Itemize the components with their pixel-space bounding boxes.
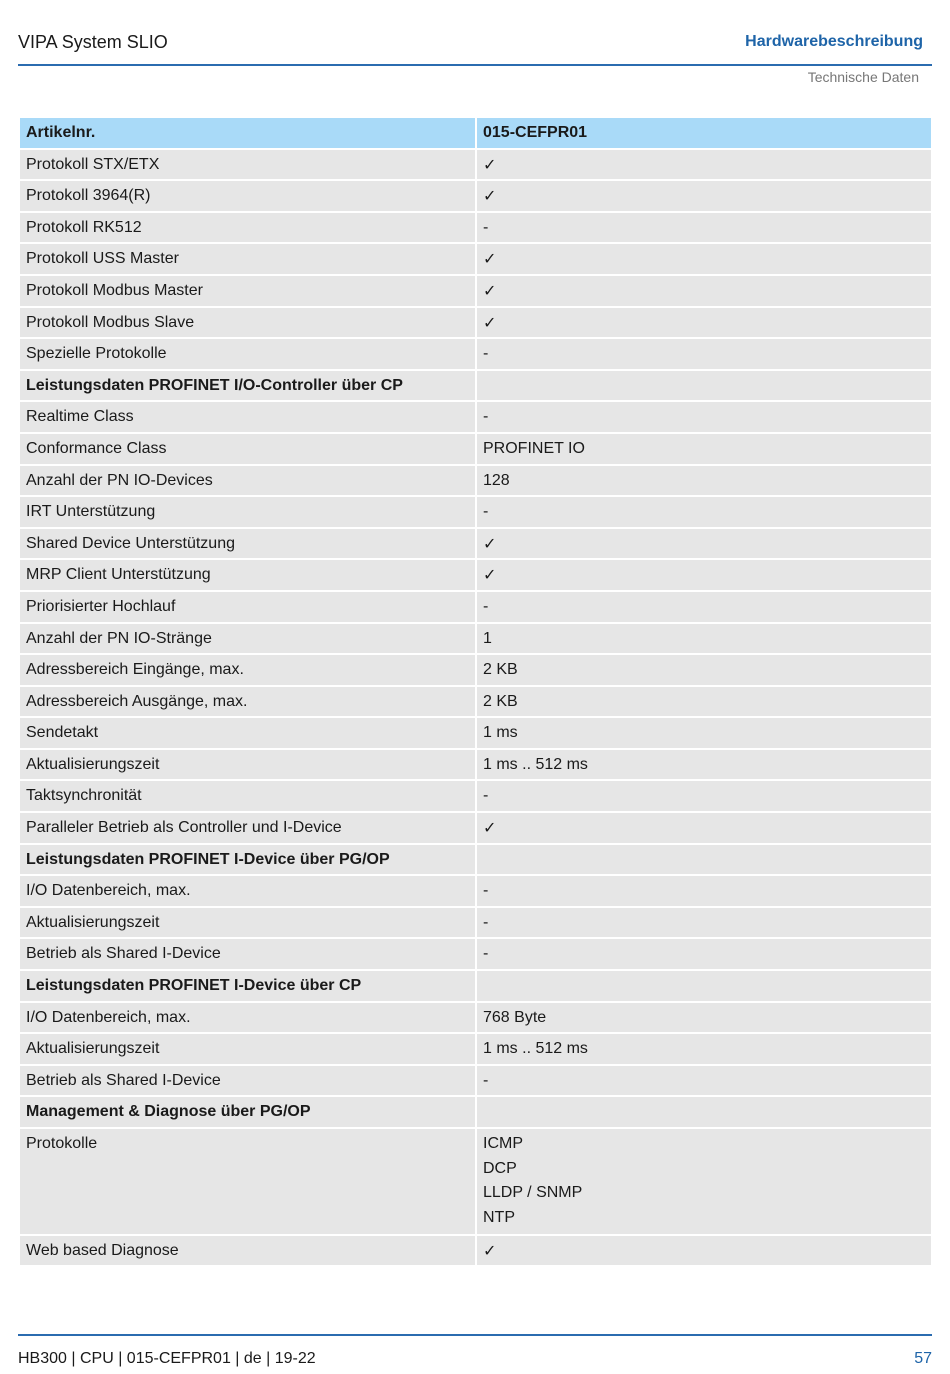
table-row xyxy=(20,1066,931,1096)
row-label: Adressbereich Eingänge, max. xyxy=(20,655,475,685)
table-row xyxy=(20,181,931,211)
row-label: Realtime Class xyxy=(20,402,475,432)
row-value: - xyxy=(477,339,931,369)
header-value: 015-CEFPR01 xyxy=(477,118,931,148)
row-label: Priorisierter Hochlauf xyxy=(20,592,475,622)
row-label: Aktualisierungszeit xyxy=(20,908,475,938)
row-label: MRP Client Unterstützung xyxy=(20,560,475,590)
table-row xyxy=(20,150,931,180)
table-row xyxy=(20,655,931,685)
row-label: Sendetakt xyxy=(20,718,475,748)
table-row xyxy=(20,1003,931,1033)
section-row xyxy=(20,845,931,875)
row-value: - xyxy=(477,781,931,811)
row-label: Anzahl der PN IO-Devices xyxy=(20,466,475,496)
protocol-item: DCP xyxy=(483,1159,517,1177)
row-value: 768 Byte xyxy=(477,1003,931,1033)
row-label: Protokoll Modbus Master xyxy=(20,276,475,306)
row-label: Leistungsdaten PROFINET I-Device über CP xyxy=(20,971,475,1001)
row-label: Leistungsdaten PROFINET I/O-Controller über CP xyxy=(20,371,475,401)
protocol-item: ICMP xyxy=(483,1135,523,1152)
row-label: Paralleler Betrieb als Controller und I-Device xyxy=(20,813,475,843)
spec-table xyxy=(18,116,933,1267)
row-label: Protokoll RK512 xyxy=(20,213,475,243)
page-number: 57 xyxy=(914,1350,932,1367)
row-label: Web based Diagnose xyxy=(20,1236,475,1266)
row-label: Aktualisierungszeit xyxy=(20,1034,475,1064)
section-row xyxy=(20,371,931,401)
table-row xyxy=(20,718,931,748)
table-row xyxy=(20,529,931,559)
row-label: IRT Unterstützung xyxy=(20,497,475,527)
table-row xyxy=(20,1236,931,1266)
section-row xyxy=(20,971,931,1001)
table-header-row xyxy=(20,118,931,148)
row-value: 1 ms .. 512 ms xyxy=(477,1034,931,1064)
footer-divider xyxy=(18,1334,932,1336)
check-mark-icon-cell: ✓ xyxy=(477,560,931,590)
check-mark-icon-cell: ✓ xyxy=(477,181,931,211)
row-value: PROFINET IO xyxy=(477,434,931,464)
table-row xyxy=(20,213,931,243)
row-value: - xyxy=(477,876,931,906)
row-label: Aktualisierungszeit xyxy=(20,750,475,780)
row-value: - xyxy=(477,592,931,622)
table-row xyxy=(20,781,931,811)
row-label: Management & Diagnose über PG/OP xyxy=(20,1097,475,1127)
table-row xyxy=(20,402,931,432)
row-label: I/O Datenbereich, max. xyxy=(20,876,475,906)
row-label: Leistungsdaten PROFINET I-Device über PG/OP xyxy=(20,845,475,875)
table-row xyxy=(20,624,931,654)
protocol-item: LLDP / SNMP xyxy=(483,1184,583,1202)
row-label: Protokoll USS Master xyxy=(20,244,475,274)
table-row xyxy=(20,939,931,969)
table-row xyxy=(20,308,931,338)
table-row xyxy=(20,1034,931,1064)
row-value: 128 xyxy=(477,466,931,496)
table-row xyxy=(20,560,931,590)
subsection-title: Technische Daten xyxy=(807,69,919,85)
row-label: Taktsynchronität xyxy=(20,781,475,811)
table-row xyxy=(20,592,931,622)
row-value xyxy=(477,845,931,875)
row-label: Betrieb als Shared I-Device xyxy=(20,939,475,969)
row-value: - xyxy=(477,402,931,432)
row-label: Shared Device Unterstützung xyxy=(20,529,475,559)
check-mark-icon-cell: ✓ xyxy=(477,1236,931,1266)
row-value: 2 KB xyxy=(477,655,931,685)
product-name: VIPA System SLIO xyxy=(18,32,168,52)
table-row-protocols xyxy=(20,1129,931,1234)
table-row xyxy=(20,276,931,306)
table-row xyxy=(20,813,931,843)
section-row xyxy=(20,1097,931,1127)
check-mark-icon-cell: ✓ xyxy=(477,529,931,559)
table-row xyxy=(20,687,931,717)
protocol-list xyxy=(477,1129,931,1234)
row-value: 2 KB xyxy=(477,687,931,717)
check-mark-icon-cell: ✓ xyxy=(477,150,931,180)
protocol-item: NTP xyxy=(483,1209,515,1227)
check-mark-icon-cell: ✓ xyxy=(477,308,931,338)
table-row xyxy=(20,434,931,464)
table-row xyxy=(20,908,931,938)
table-row xyxy=(20,876,931,906)
row-value xyxy=(477,371,931,401)
row-label: I/O Datenbereich, max. xyxy=(20,1003,475,1033)
check-mark-icon-cell: ✓ xyxy=(477,244,931,274)
table-row xyxy=(20,466,931,496)
row-value xyxy=(477,1097,931,1127)
row-label: Betrieb als Shared I-Device xyxy=(20,1066,475,1096)
row-value: - xyxy=(477,908,931,938)
row-label: Protokolle xyxy=(20,1129,475,1234)
document-reference: HB300 | CPU | 015-CEFPR01 | de | 19-22 xyxy=(18,1350,316,1367)
row-label: Conformance Class xyxy=(20,434,475,464)
row-value xyxy=(477,971,931,1001)
check-mark-icon-cell: ✓ xyxy=(477,813,931,843)
header-divider xyxy=(18,64,932,66)
row-value: 1 xyxy=(477,624,931,654)
check-mark-icon-cell: ✓ xyxy=(477,276,931,306)
row-value: 1 ms .. 512 ms xyxy=(477,750,931,780)
section-title: Hardwarebeschreibung xyxy=(745,33,923,50)
table-row xyxy=(20,339,931,369)
row-value: - xyxy=(477,213,931,243)
row-label: Adressbereich Ausgänge, max. xyxy=(20,687,475,717)
row-value: - xyxy=(477,939,931,969)
table-row xyxy=(20,497,931,527)
row-value: - xyxy=(477,497,931,527)
row-label: Spezielle Protokolle xyxy=(20,339,475,369)
table-row xyxy=(20,244,931,274)
row-label: Anzahl der PN IO-Stränge xyxy=(20,624,475,654)
row-label: Protokoll Modbus Slave xyxy=(20,308,475,338)
row-label: Protokoll STX/ETX xyxy=(20,150,475,180)
row-label: Protokoll 3964(R) xyxy=(20,181,475,211)
row-value: 1 ms xyxy=(477,718,931,748)
table-row xyxy=(20,750,931,780)
header-label: Artikelnr. xyxy=(20,118,475,148)
row-value: - xyxy=(477,1066,931,1096)
